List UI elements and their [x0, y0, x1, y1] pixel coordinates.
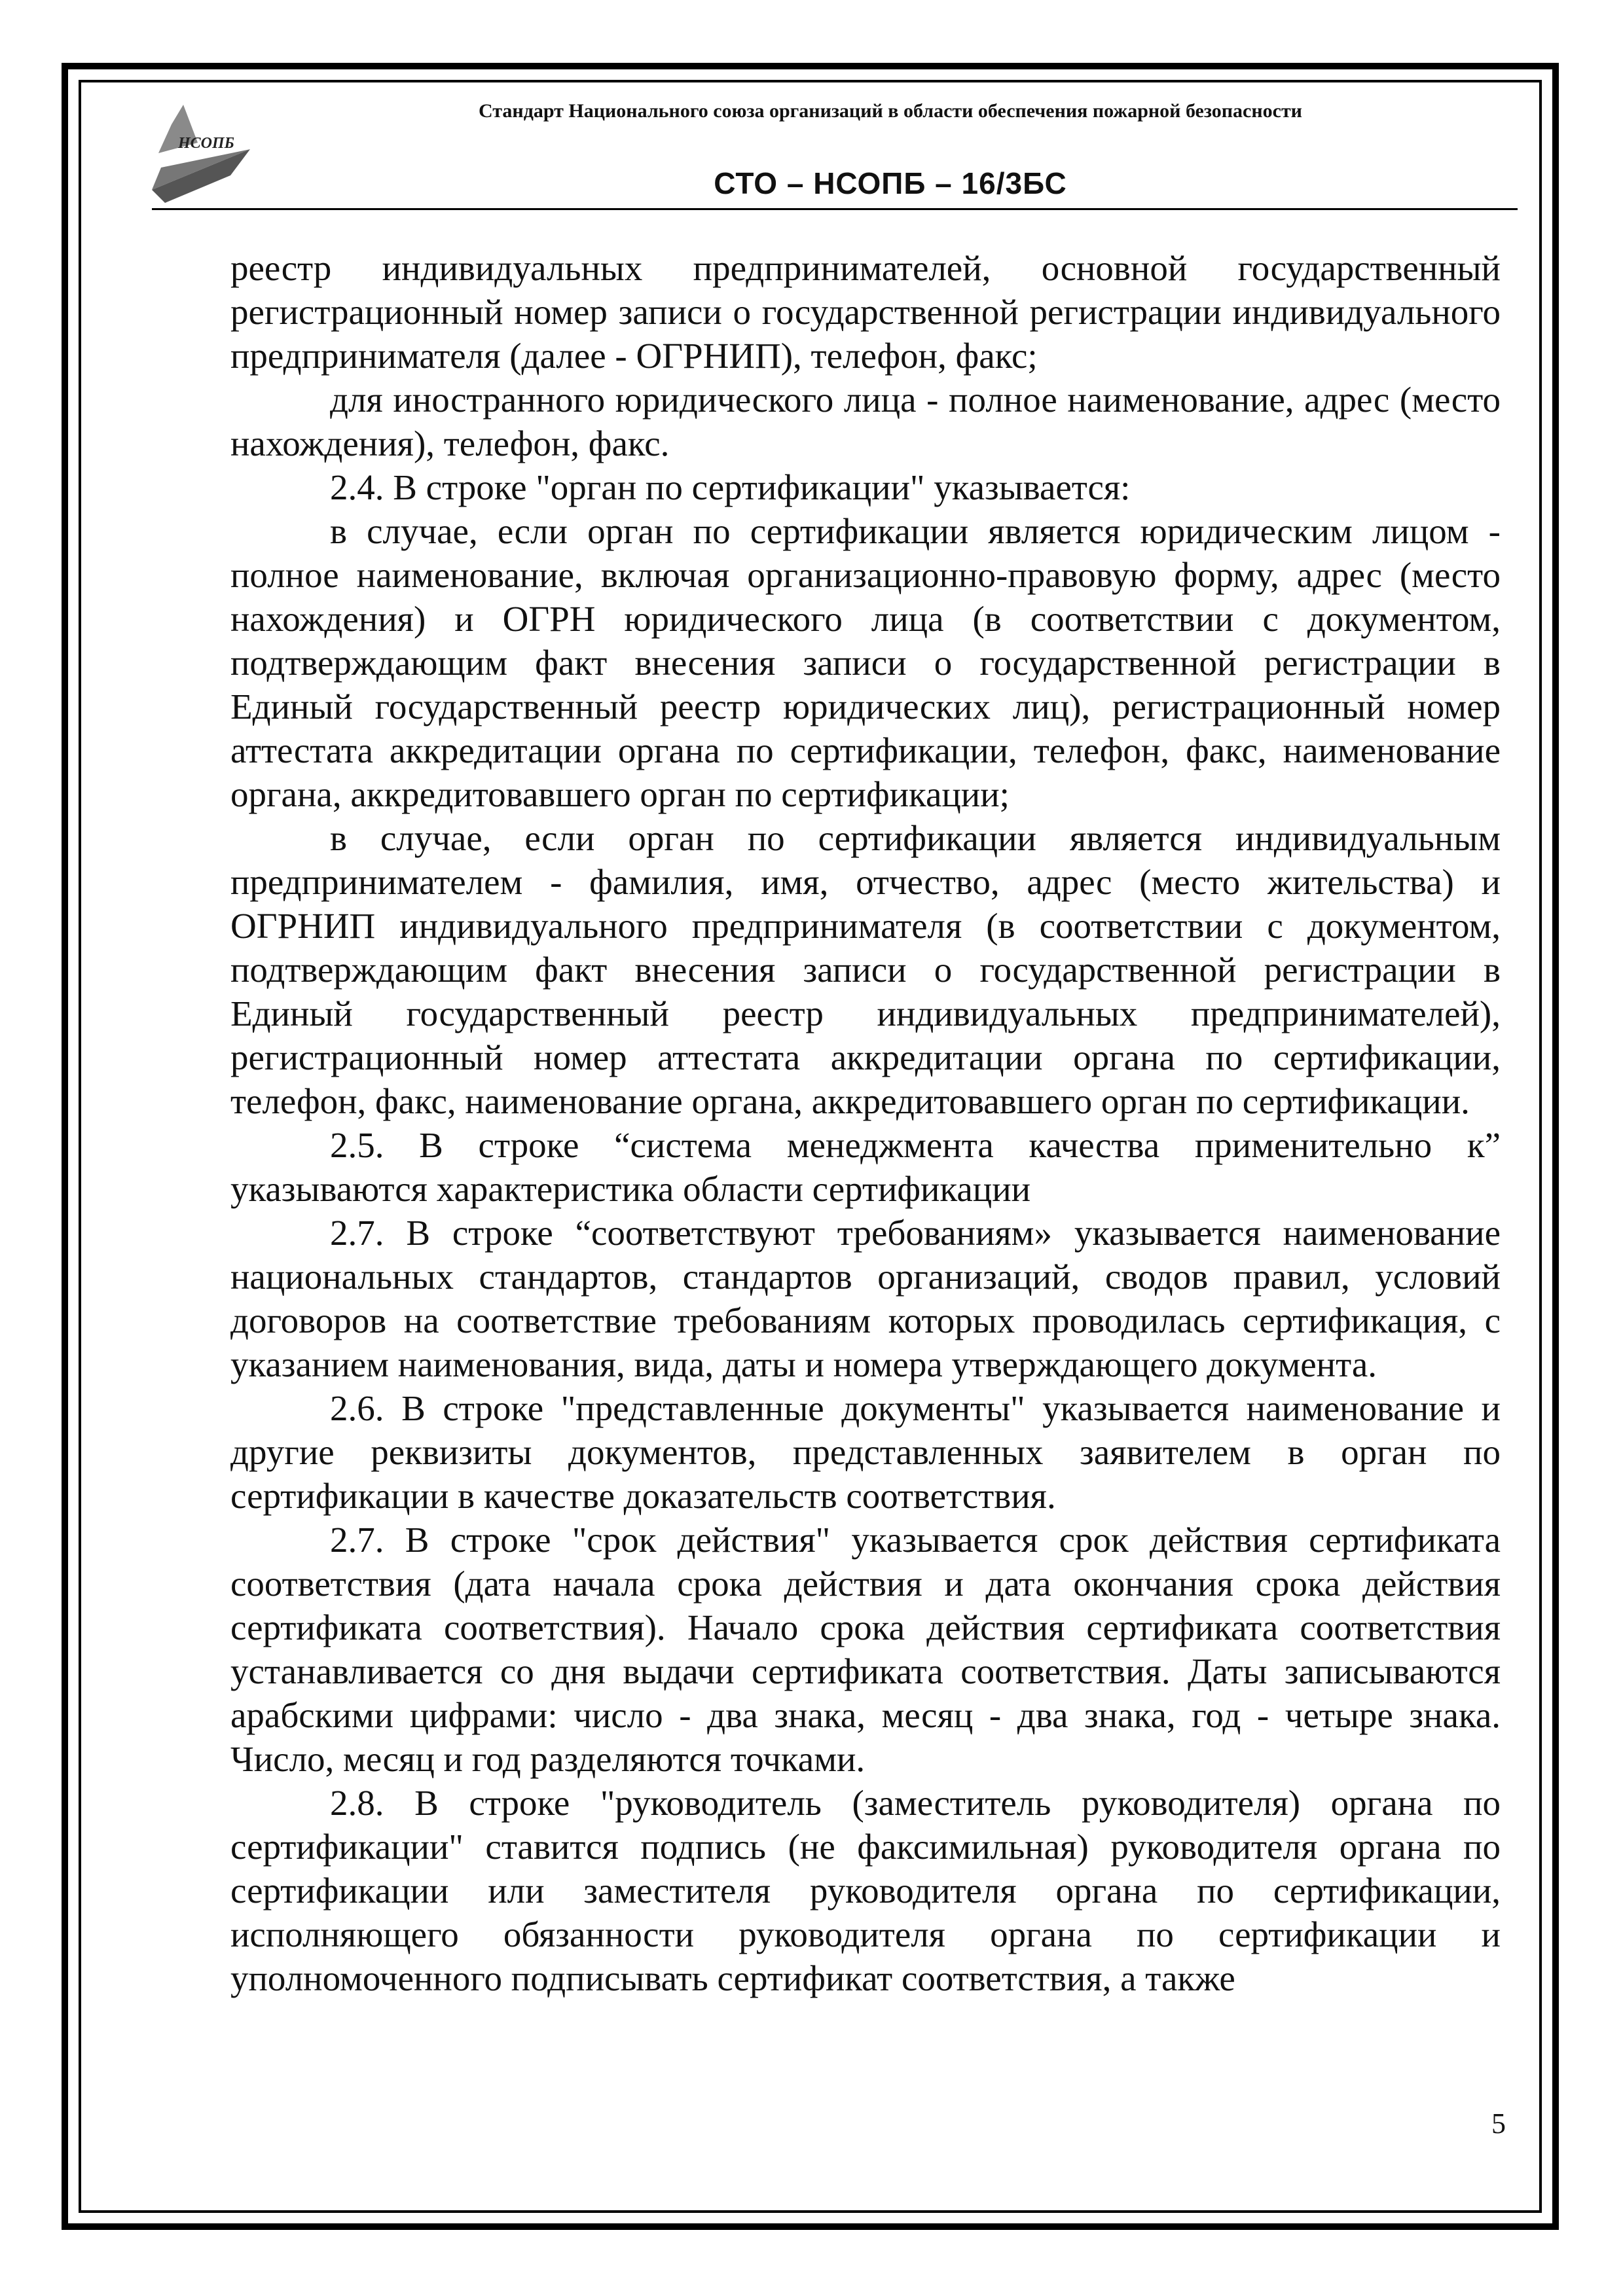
- logo-text: НСОПБ: [178, 135, 234, 152]
- nsopb-logo: [152, 105, 257, 203]
- header-divider: [152, 208, 1518, 210]
- paragraph: 2.6. В строке "представленные документы" указывается наименование и другие реквизиты документов, представленных заявителем в орган по сертификации в качестве доказательств соответствия.: [230, 1388, 1501, 1516]
- header-organization: Стандарт Национального союза организаций в области обеспечения пожарной безопасности: [479, 100, 1302, 122]
- paragraph: для иностранного юридического лица - полное наименование, адрес (место нахождения), телефон, факс.: [230, 380, 1501, 463]
- paragraph: 2.7. В строке "срок действия" указывается срок действия сертификата соответствия (дата начала срока действия и дата окончания срока действия сертификата соответствия). Начало срока действия сертификата соответствия устанавливается со дня выдачи сертификата соответствия. Даты записываются арабскими цифрами: число - два знака, месяц - два знака, год - четыре знака. Число, месяц и год разделяются точками.: [230, 1520, 1501, 1779]
- document-body: [230, 246, 1501, 2000]
- document-code: СТО – НСОПБ – 16/3БС: [714, 166, 1067, 200]
- paragraph: 2.7. В строке “соответствуют требованиям» указывается наименование национальных стандартов, стандартов организаций, сводов правил, условий договоров на соответствие требованиям которых проводилась сертификация, с указанием наименования, вида, даты и номера утверждающего документа.: [230, 1213, 1501, 1384]
- paragraph: 2.4. В строке "орган по сертификации" указывается:: [330, 467, 1131, 507]
- paragraph: 2.5. В строке “система менеджмента качества применительно к” указываются характеристика области сертификации: [230, 1125, 1501, 1209]
- page-number: 5: [1491, 2108, 1506, 2140]
- paragraph: в случае, если орган по сертификации является юридическим лицом - полное наименование, включая организационно-правовую форму, адрес (место нахождения) и ОГРН юридического лица (в соответствии с документом, подтверждающим факт внесения записи о государственной регистрации в Единый государственный реестр юридических лиц), регистрационный номер аттестата аккредитации органа по сертификации, телефон, факс, наименование органа, аккредитовавшего орган по сертификации;: [230, 511, 1501, 814]
- paragraph: в случае, если орган по сертификации является индивидуальным предпринимателем - фамилия, имя, отчество, адрес (место жительства) и ОГРНИП индивидуального предпринимателя (в соответствии с документом, подтверждающим факт внесения записи о государственной регистрации в Единый государственный реестр индивидуальных предпринимателей), регистрационный номер аттестата аккредитации органа по сертификации, телефон, факс, наименование органа, аккредитовавшего орган по сертификации.: [230, 818, 1501, 1121]
- paragraph: 2.8. В строке "руководитель (заместитель руководителя) органа по сертификации" ставится подпись (не факсимильная) руководителя органа по сертификации или заместителя руководителя органа по сертификации, исполняющего обязанности руководителя органа по сертификации и уполномоченного подписывать сертификат соответствия, а также: [230, 1783, 1501, 1998]
- paragraph: реестр индивидуальных предпринимателей, основной государственный регистрационный номер записи о государственной регистрации индивидуального предпринимателя (далее - ОГРНИП), телефон, факс;: [230, 248, 1501, 376]
- nsopb-logo-icon: [152, 105, 257, 203]
